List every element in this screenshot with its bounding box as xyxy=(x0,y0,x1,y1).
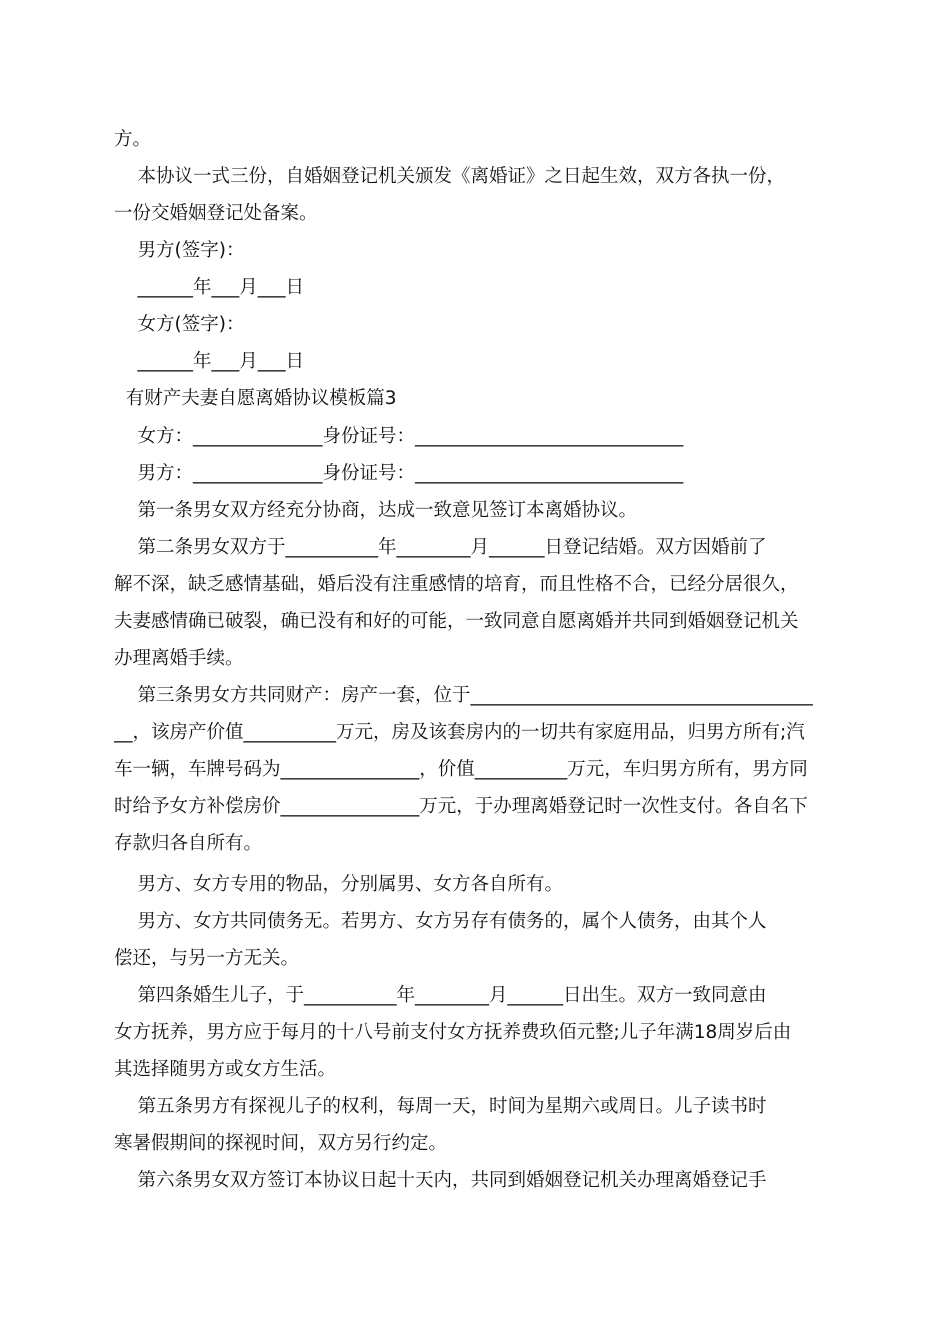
text-line: 其选择随男方或女方生活。 xyxy=(114,1059,337,1080)
male-signature-date: ______年___月___日 xyxy=(114,277,305,298)
male-signature-label: 男方(签字)： xyxy=(114,240,245,261)
text-line: 车一辆，车牌号码为_______________，价值__________万元，车归男方所有，男方同 xyxy=(114,759,808,780)
text-line: 夫妻感情确已破裂，确已没有和好的可能，一致同意自愿离婚并共同到婚姻登记机关 xyxy=(114,611,799,632)
text-line: 时给予女方补偿房价_______________万元，于办理离婚登记时一次性支付。各自名下 xyxy=(114,796,808,817)
text-line: 解不深，缺乏感情基础，婚后没有注重感情的培育，而且性格不合，已经分居很久， xyxy=(114,574,799,595)
text-line: 第六条男女双方签订本协议日起十天内，共同到婚姻登记机关办理离婚登记手 xyxy=(114,1170,767,1191)
text-line: 男方、女方专用的物品，分别属男、女方各自所有。 xyxy=(114,874,564,895)
text-line: 存款归各自所有。 xyxy=(114,833,263,854)
female-signature-label: 女方(签字)： xyxy=(114,314,245,335)
text-line: 男方、女方共同债务无。若男方、女方另存有债务的，属个人债务，由其个人 xyxy=(114,911,767,932)
section-title: 有财产夫妻自愿离婚协议模板篇3 xyxy=(114,388,397,409)
female-signature-date: ______年___月___日 xyxy=(114,351,305,372)
text-line: 第五条男方有探视儿子的权利，每周一天，时间为星期六或周日。儿子读书时 xyxy=(114,1096,767,1117)
text-line: 第二条男女双方于__________年________月______日登记结婚。双方因婚前了 xyxy=(114,537,767,558)
text-line: 方。 xyxy=(114,129,152,150)
text-line: 偿还，与另一方无关。 xyxy=(114,948,300,969)
male-id-line: 男方：______________身份证号：_____________________________ xyxy=(114,463,684,484)
text-line: 第三条男女方共同财产：房产一套，位于_____________________________________ xyxy=(114,685,813,706)
text-line: __，该房产价值__________万元，房及该套房内的一切共有家庭用品，归男方所有;汽 xyxy=(114,722,805,743)
text-line: 第一条男女双方经充分协商，达成一致意见签订本离婚协议。 xyxy=(114,500,638,521)
text-line: 一份交婚姻登记处备案。 xyxy=(114,203,318,224)
female-id-line: 女方：______________身份证号：_____________________________ xyxy=(114,426,684,447)
text-line: 第四条婚生儿子，于__________年________月______日出生。双方一致同意由 xyxy=(114,985,767,1006)
text-line: 女方抚养，男方应于每月的十八号前支付女方抚养费玖佰元整;儿子年满18周岁后由 xyxy=(114,1022,792,1043)
text-line: 本协议一式三份，自婚姻登记机关颁发《离婚证》之日起生效，双方各执一份， xyxy=(114,166,786,187)
text-line: 办理离婚手续。 xyxy=(114,648,244,669)
text-line: 寒暑假期间的探视时间，双方另行约定。 xyxy=(114,1133,448,1154)
